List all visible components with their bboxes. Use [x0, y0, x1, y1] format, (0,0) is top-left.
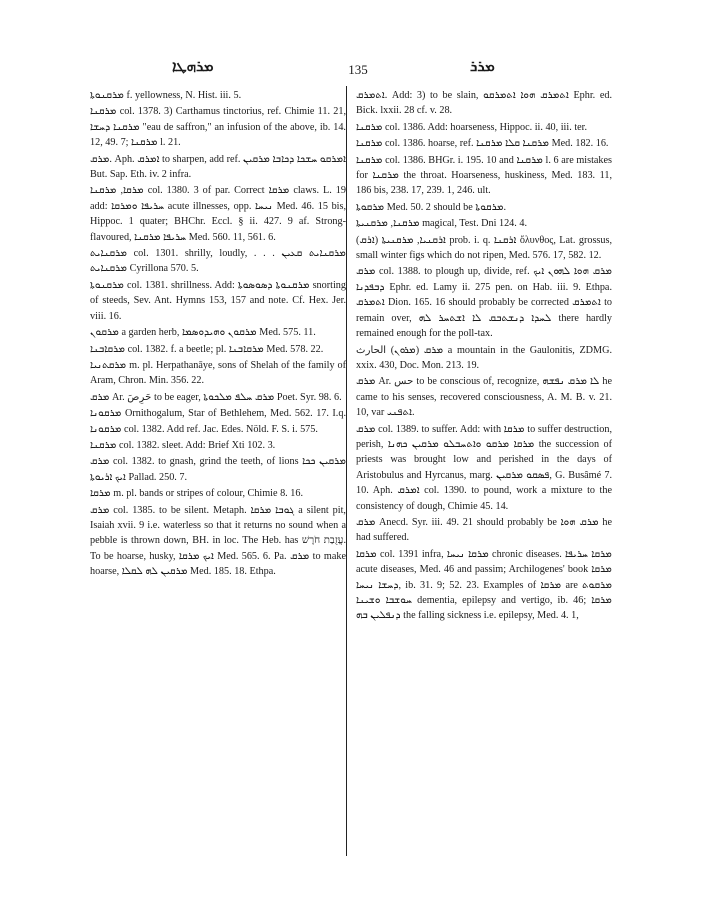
- dictionary-entry: ܡܪܩܬܢܝܐ m. pl. Herpathanāye, sons of Shelah of the family of Aram, Chron. Min. 356. 22.: [90, 359, 346, 387]
- column-divider: [346, 86, 347, 856]
- left-column: [90, 88, 346, 581]
- dictionary-entry: ܡܪܩ. Aph. ܐܡܪܩ to sharpen, add ref. ܐܡܪܩܘ ܚܫܟܐ ܕܟܐܒܐ ܡܪܩܝܢ But. Sap. Eth. iv. 2 infra.: [90, 153, 347, 181]
- dictionary-entry: ܡܪܩ (ܡܪܘܢ) الحارث a mountain in the Gaulonitis, ZDMG. xxix. 430, Doc. Mon. 213. 19.: [356, 344, 612, 371]
- dictionary-entry: ܡܪܩܘܢܐ Ornithogalum, Star of Bethlehem, Med. 562. 17. I.q. ܡܪܩܘܢܐ col. 1382. Add ref. Jac. Edes. Nöld. F. S. i. 575.: [90, 408, 346, 435]
- dictionary-entry: ܡܪܩܐ m. pl. bands or stripes of colour, Chimie 8. 16.: [90, 488, 304, 500]
- dictionary-entry: ܡܪܩ col. 1385. to be silent. Metaph. ܓܘܒܐ ܡܪܩܐ a silent pit, Isaiah xvii. 9 i.e. waterless so that it returns no sound when a pebble is thrown down, BH. in loc. The Heb. has עֲזֻבַת חֹרֶשׁ. To be hoarse, husky, ܐܝܟ ܡܪܩܐ Med. 565. 6. Pa. ܡܪܩ to make hoarse, ܡܪܩܝܢ ܠܗ ܠܩܠܐ Med. 185. 18. Ethpa.: [90, 504, 346, 578]
- dictionary-entry: ܡܪܩܢܐ col. 1382. sleet. Add: Brief Xti 102. 3.: [90, 439, 276, 451]
- page-header: [0, 58, 714, 80]
- dictionary-entry: ܡܪܩ col. 1389. to suffer. Add: with ܡܪܩܐ to suffer destruction, perish, ܡܪܩܐ ܡܪܩܘ ܘܐܬܚܒܠܘ ܡܪܩܝܢ ܟܗܢܐ the succession of priests was brought low and perished in the days of Aristobulus and Hyrcanus, marg. ܦܣܩܘ ܡܪܩܝܢ, G. Busâmé 7. 10. Aph. ܐܡܪܩ col. 1390. to pound, work a mixture to the consistency of dough, Chimie 45. 14.: [356, 423, 613, 512]
- dictionary-entry: ܡܪܩܢܘܬܐ col. 1381. shrillness. Add: ܡܪܩܢܘܬܐ ܕܣܘܣܘܬܐ snorting of steeds, Sev. Ant. Hymns 153, 157 and note. Cf. Hex. Jer. viii. 16.: [90, 279, 346, 322]
- dictionary-entry: ܡܪܩ Anecd. Syr. iii. 49. 21 should probably be ܡܪܩ ܗܘܐ he had suffered.: [356, 516, 612, 544]
- dictionary-entry: ܡܪܩܘܢ a garden herb, ܡܪܩܘܢ ܘܗܝܕܘܣܡܐ Med. 575. 11.: [90, 327, 316, 339]
- dictionary-entry: ܡܪܩܐ col. 1391 infra, ܡܪܩܐ ܢܝܚܐ chronic diseases. ܡܪܩܐ ܚܪܝܦܐ acute diseases, Med. 46 and passim; Archilogenes' book ܡܪܩܐ ܕܚܫܐ ܢܝܚܐ, ib. 31. 9; 52. 23. Examples of ܡܪܩܐ are ܡܪܩܘܬ ܚܘܫܒܐ ܘܫܝܢܐ dementia, epilepsy and vertigo, ib. 46; ܡܪܩܐ ܕܢܦܠܝܢ ܒܗ the falling sickness i.e. epilepsy, Med. 4. 1,: [356, 548, 613, 622]
- dictionary-entry: ܡܪܩ Ar. حس to be conscious of, recognize, ܠܐ ܡܪܩ ܢܦܫܗ he came to his senses, recovered consciousness, A. M. B. v. 21. 10, var ܐܬܦܢܝ.: [356, 376, 613, 419]
- running-head-left: ܡܪܗܛܐ: [172, 59, 214, 75]
- dictionary-entry: ܡܪܩܐ, ܡܪܩܢܐ col. 1380. 3 of par. Correct ܡܪܩܐ claws. L. 19 add: ܚܪܝܦܐ ܘܡܪܩܐ acute illnesses, opp. ܢܝܚܐ Med. 46. 15 bis, Hippoc. 1 quater; BHChr. Eccl. § ii. 427. 9 af. Strong-flavoured, ܚܪܝܦܐ ܡܪܩܢܐ Med. 560. 11, 561. 6.: [90, 185, 347, 243]
- dictionary-entry: ܡܪܩ col. 1382. to gnash, grind the teeth, of lions ܡܪܩܝܢ ܟܟܐ ܐܝܟ ܐܪܝܘܬܐ Pallad. 250. 7.: [90, 456, 346, 483]
- right-column: [356, 88, 612, 625]
- dictionary-entry: ܐܬܡܪܩ. Add: 3) to be slain, ܐܬܡܪܩ ܗܘܐ ܐܬܡܪܩܘ Ephr. ed. Bick. lxxii. 28 cf. v. 28.: [356, 90, 612, 117]
- dictionary-entry: ܡܪܩ col. 1388. to plough up, divide, ref. ܡܪܩ ܗܘܐ ܠܗܘܢ ܐܝܟ ܕܒܦܕܢܐ Ephr. ed. Lamy ii. 275 pen. on Hab. iii. 9. Ethpa. ܐܬܡܪܩ Dion. 165. 16 should probably be corrected ܐܬܡܪܩ to remain over, ܠܚܕܐ ܕܢܫܬܒܩ ܠܐ ܐܫܬܚܪ ܠܗ there hardly remained enough for the poll-tax.: [356, 266, 612, 340]
- dictionary-entry: ܡܪܩܢܐ, ܡܪܩܢܝܬܐ magical, Test. Dni 124. 4.: [356, 218, 528, 230]
- dictionary-entry: ܡܪܩܘܬܐ Med. 50. 2 should be ܡܪܩܘܬܐ.: [356, 201, 507, 213]
- running-head-right: ܡܪܪ: [470, 59, 495, 75]
- dictionary-entry: ܡܪܩܢܐ col. 1386. BHGr. i. 195. 10 and ܡܪܩܢܐ l. 6 are mistakes for ܡܪܩܢܐ the throat. Hoarseness, huskiness, Med. 183. 11, 186 bis, 238. 17, 239. 1, 246. ult.: [356, 154, 612, 197]
- dictionary-entry: ܡܪܩܢܘܬܐ f. yellowness, N. Hist. iii. 5.: [90, 90, 242, 101]
- dictionary-entry: ܐܪܩܢܝܐ, ܡܪܩܢܝܬܐ (ܐܪܩ) prob. i. q. ܐܪܩܢܐ ὄλυνθος, Lat. grossus, small winter figs which do not ripen, Med. 576. 17, 582. 12.: [356, 234, 612, 262]
- page-number: 135: [348, 62, 368, 77]
- dictionary-entry: ܡܪܩܐܒܢܐ col. 1382. f. a beetle; pl. ܡܪܩܐܒܢܐ Med. 578. 22.: [90, 343, 324, 355]
- dictionary-entry: ܡܪܩܢܐܝܬ col. 1301. shrilly, loudly, . . . ܡܪܩܢܐܝܬ ܩܥܝܢ ܡܪܩܢܐܝܬ Cyrillona 570. 5.: [90, 248, 346, 275]
- dictionary-entry: ܡܪܩܢܐ col. 1386. Add: hoarseness, Hippoc. ii. 40, iii. ter.: [356, 121, 588, 133]
- dictionary-entry: ܡܪܩܢܐ col. 1386. hoarse, ref. ܡܪܩܢܐ ܩܠܐ ܡܪܩܢܐ Med. 182. 16.: [356, 138, 609, 150]
- dictionary-entry: ܡܪܩܢܐ col. 1378. 3) Carthamus tinctorius, ref. Chimie 11. 21, ܡܪܩܢܐ ܕܚܫܐ "eau de saffron," an infusion of the above, ib. 14. 12, 49. 7; ܡܪܩܢܐ l. 21.: [90, 106, 346, 149]
- dictionary-entry: ܡܪܩ Ar. حَرِصَ to be eager, ܡܪܩ ܚܠܦ ܡܠܟܘܬܐ Poet. Syr. 98. 6.: [90, 391, 342, 403]
